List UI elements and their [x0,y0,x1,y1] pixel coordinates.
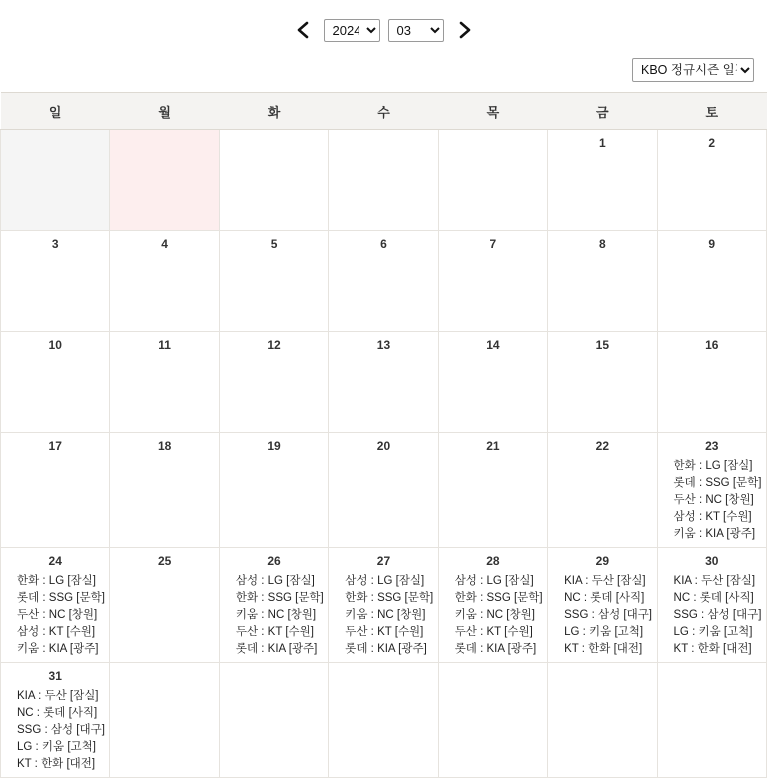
day-number: 26 [267,554,281,568]
calendar-day-cell[interactable] [110,332,219,433]
day-number: 8 [598,237,606,251]
calendar-day-cell[interactable] [438,231,547,332]
day-number: 25 [157,554,172,568]
day-number: 6 [380,237,387,251]
calendar-empty-cell [657,663,766,778]
calendar-day-cell[interactable] [657,548,766,663]
calendar-day-cell[interactable] [1,332,110,433]
weekday-header-0: 일 [1,93,110,130]
calendar-day-cell[interactable] [657,130,766,231]
calendar-day-cell[interactable] [110,548,219,663]
calendar-day-cell[interactable] [110,433,219,548]
calendar-day-cell[interactable] [1,231,110,332]
game-item[interactable]: LG : 키움 [고척] [564,626,644,638]
chevron-left-icon[interactable] [290,20,316,40]
game-item[interactable]: NC : 롯데 [사직] [17,707,98,719]
calendar-body [1,130,767,778]
day-number: 31 [48,669,62,683]
game-item[interactable]: 삼성 : LG [잠실] [454,575,534,587]
game-item[interactable]: 한화 : SSG [문학] [345,592,434,604]
league-select[interactable] [632,58,754,82]
game-item[interactable]: SSG : 삼성 [대구] [564,609,653,621]
calendar-day-cell[interactable] [657,433,766,548]
day-number: 17 [48,439,62,453]
day-number: 3 [51,237,59,251]
game-item[interactable]: KIA : 두산 [잠실] [673,575,756,587]
game-item[interactable]: 키움 : NC [창원] [235,609,317,621]
game-item[interactable]: NC : 롯데 [사직] [673,592,754,604]
game-list [664,573,760,658]
calendar-empty-cell [110,663,219,778]
game-item[interactable]: 두산 : KT [수원] [345,626,424,638]
calendar-day-cell[interactable] [110,231,219,332]
calendar-day-cell[interactable] [219,231,328,332]
day-number: 30 [705,554,719,568]
day-number: 9 [708,237,716,251]
game-item[interactable]: 키움 : NC [창원] [454,609,535,621]
game-item[interactable]: 한화 : SSG [문학] [454,592,543,604]
day-number: 7 [489,237,497,251]
game-item[interactable]: 삼성 : KT [수원] [673,511,752,523]
game-list [554,573,653,658]
game-item[interactable]: KIA : 두산 [잠실] [564,575,646,587]
game-item[interactable]: KT : 한화 [대전] [564,643,643,655]
calendar-empty-cell [438,663,547,778]
day-number: 16 [705,338,719,352]
day-number: 5 [270,237,278,251]
calendar-day-cell[interactable] [219,332,328,433]
calendar-day-cell[interactable] [548,231,657,332]
calendar-day-cell[interactable] [438,332,547,433]
weekday-header-5: 금 [548,93,657,130]
day-number: 11 [158,338,171,352]
weekday-header-row [1,93,767,130]
game-item[interactable]: 키움 : NC [창원] [345,609,426,621]
schedule-calendar [0,92,767,778]
day-number: 12 [267,338,281,352]
day-number: 4 [161,237,168,251]
game-item[interactable]: 두산 : NC [창원] [17,609,98,621]
day-number: 18 [157,439,172,453]
game-item[interactable]: 롯데 : KIA [광주] [235,643,318,655]
league-filter-bar [0,52,767,92]
calendar-day-cell[interactable] [329,548,438,663]
game-item[interactable]: 두산 : KT [수원] [454,626,533,638]
calendar-empty-cell [548,663,657,778]
game-item[interactable]: 삼성 : LG [잠실] [235,575,315,587]
year-select[interactable] [324,19,380,42]
game-item[interactable]: 한화 : SSG [문학] [235,592,324,604]
day-number: 20 [376,439,391,453]
game-list [7,688,103,773]
weekday-header-4: 목 [438,93,547,130]
day-number: 14 [486,338,500,352]
game-item[interactable]: 롯데 : SSG [문학] [17,592,105,604]
game-list [226,573,322,658]
game-item[interactable]: 롯데 : KIA [광주] [345,643,427,655]
calendar-day-cell[interactable] [657,231,766,332]
game-item[interactable]: 두산 : NC [창원] [673,494,754,506]
month-navigation-bar [0,0,767,52]
game-list [7,573,103,658]
game-item[interactable]: 키움 : KIA [광주] [673,528,756,540]
game-item[interactable]: 삼성 : KT [수원] [17,626,96,638]
calendar-day-cell[interactable] [329,231,438,332]
game-list [445,573,541,658]
calendar-day-cell[interactable] [548,548,657,663]
day-number: 13 [376,338,391,352]
day-number: 29 [595,554,609,568]
calendar-day-cell[interactable] [438,548,547,663]
calendar-day-cell[interactable] [438,433,547,548]
weekday-header-6: 토 [657,93,766,130]
game-list [335,573,434,658]
weekday-header-3: 수 [329,93,438,130]
calendar-day-cell[interactable] [219,433,328,548]
calendar-week-row [1,130,767,231]
calendar-day-cell[interactable] [548,433,657,548]
calendar-empty-cell [1,130,110,231]
calendar-week-row [1,332,767,433]
calendar-week-row [1,433,767,548]
chevron-right-icon[interactable] [452,20,478,40]
calendar-week-row [1,663,767,778]
calendar-empty-cell [219,130,328,231]
game-item[interactable]: 롯데 : SSG [문학] [673,477,762,489]
day-number: 21 [486,439,500,453]
calendar-empty-cell [110,130,219,231]
calendar-day-cell[interactable] [657,332,766,433]
game-item[interactable]: LG : 키움 [고척] [17,741,96,753]
calendar-day-cell[interactable] [548,130,657,231]
calendar-empty-cell [438,130,547,231]
weekday-header-1: 월 [110,93,219,130]
day-number: 24 [48,554,62,568]
calendar-week-row [1,548,767,663]
calendar-empty-cell [329,663,438,778]
game-item[interactable]: LG : 키움 [고척] [673,626,753,638]
game-item[interactable]: KT : 한화 [대전] [673,643,752,655]
calendar-day-cell[interactable] [219,548,328,663]
calendar-day-cell[interactable] [1,433,110,548]
day-number: 1 [598,136,606,150]
game-item[interactable]: 삼성 : LG [잠실] [345,575,425,587]
game-item[interactable]: 롯데 : KIA [광주] [454,643,537,655]
calendar-day-cell[interactable] [1,663,110,778]
day-number: 15 [595,338,609,352]
calendar-day-cell[interactable] [329,433,438,548]
game-item[interactable]: 한화 : LG [잠실] [17,575,96,587]
game-item[interactable]: KIA : 두산 [잠실] [17,690,99,702]
calendar-day-cell[interactable] [329,332,438,433]
weekday-header-2: 화 [219,93,328,130]
calendar-day-cell[interactable] [1,548,110,663]
game-item[interactable]: NC : 롯데 [사직] [564,592,645,604]
day-number: 22 [595,439,609,453]
game-item[interactable]: SSG : 삼성 [대구] [673,609,762,621]
month-select[interactable] [388,19,444,42]
day-number: 10 [48,338,62,352]
day-number: 23 [705,439,719,453]
calendar-empty-cell [219,663,328,778]
game-item[interactable]: SSG : 삼성 [대구] [17,724,105,736]
game-item[interactable]: 키움 : KIA [광주] [17,643,99,655]
game-item[interactable]: KT : 한화 [대전] [17,758,96,770]
day-number: 19 [267,439,281,453]
calendar-empty-cell [329,130,438,231]
day-number: 27 [376,554,391,568]
calendar-week-row [1,231,767,332]
game-item[interactable]: 한화 : LG [잠실] [673,460,753,472]
day-number: 28 [486,554,500,568]
calendar-day-cell[interactable] [548,332,657,433]
day-number: 2 [708,136,716,150]
game-list [664,458,760,543]
game-item[interactable]: 두산 : KT [수원] [235,626,314,638]
